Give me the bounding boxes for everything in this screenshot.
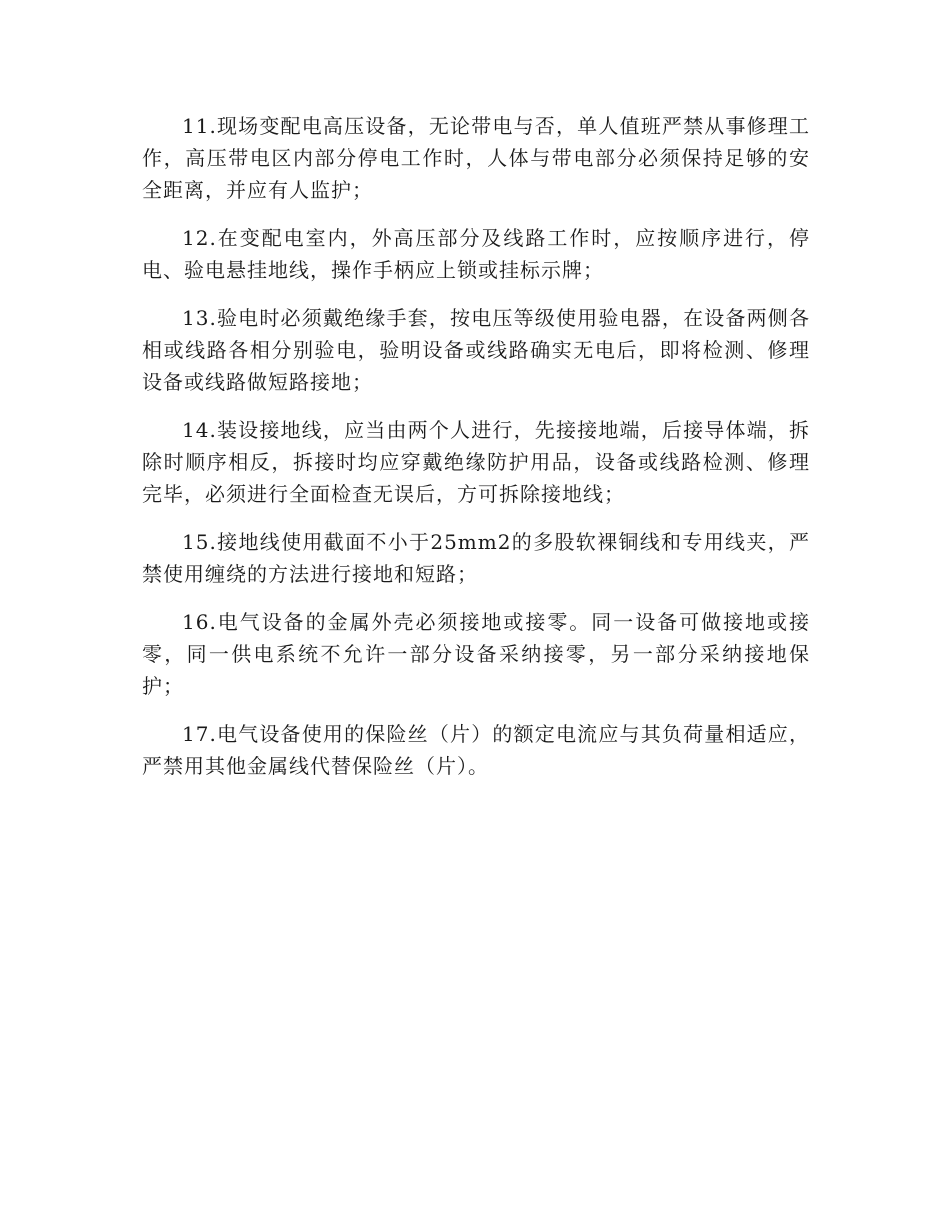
paragraph-14: 14.装设接地线，应当由两个人进行，先接接地端，后接导体端，拆除时顺序相反，拆接时均应穿戴绝缘防护用品，设备或线路检测、修理完毕，必须进行全面检查无误后，方可拆除接地线； [142,418,810,506]
paragraph-16: 16.电气设备的金属外壳必须接地或接零。同一设备可做接地或接零，同一供电系统不允许一部分设备采纳接零，另一部分采纳接地保护； [142,610,810,698]
paragraph-15: 15.接地线使用截面不小于25mm2的多股软裸铜线和专用线夹，严禁使用缠绕的方法进行接地和短路； [142,530,810,586]
paragraph-13: 13.验电时必须戴绝缘手套，按电压等级使用验电器，在设备两侧各相或线路各相分别验电，验明设备或线路确实无电后，即将检测、修理设备或线路做短路接地； [142,306,810,394]
paragraph-12: 12.在变配电室内，外高压部分及线路工作时，应按顺序进行，停电、验电悬挂地线，操作手柄应上锁或挂标示牌； [142,226,810,282]
paragraph-17: 17.电气设备使用的保险丝（片）的额定电流应与其负荷量相适应，严禁用其他金属线代替保险丝（片）。 [142,722,810,778]
paragraph-11: 11.现场变配电高压设备，无论带电与否，单人值班严禁从事修理工作，高压带电区内部分停电工作时，人体与带电部分必须保持足够的安全距离，并应有人监护； [142,114,810,202]
document-body [142,110,810,798]
